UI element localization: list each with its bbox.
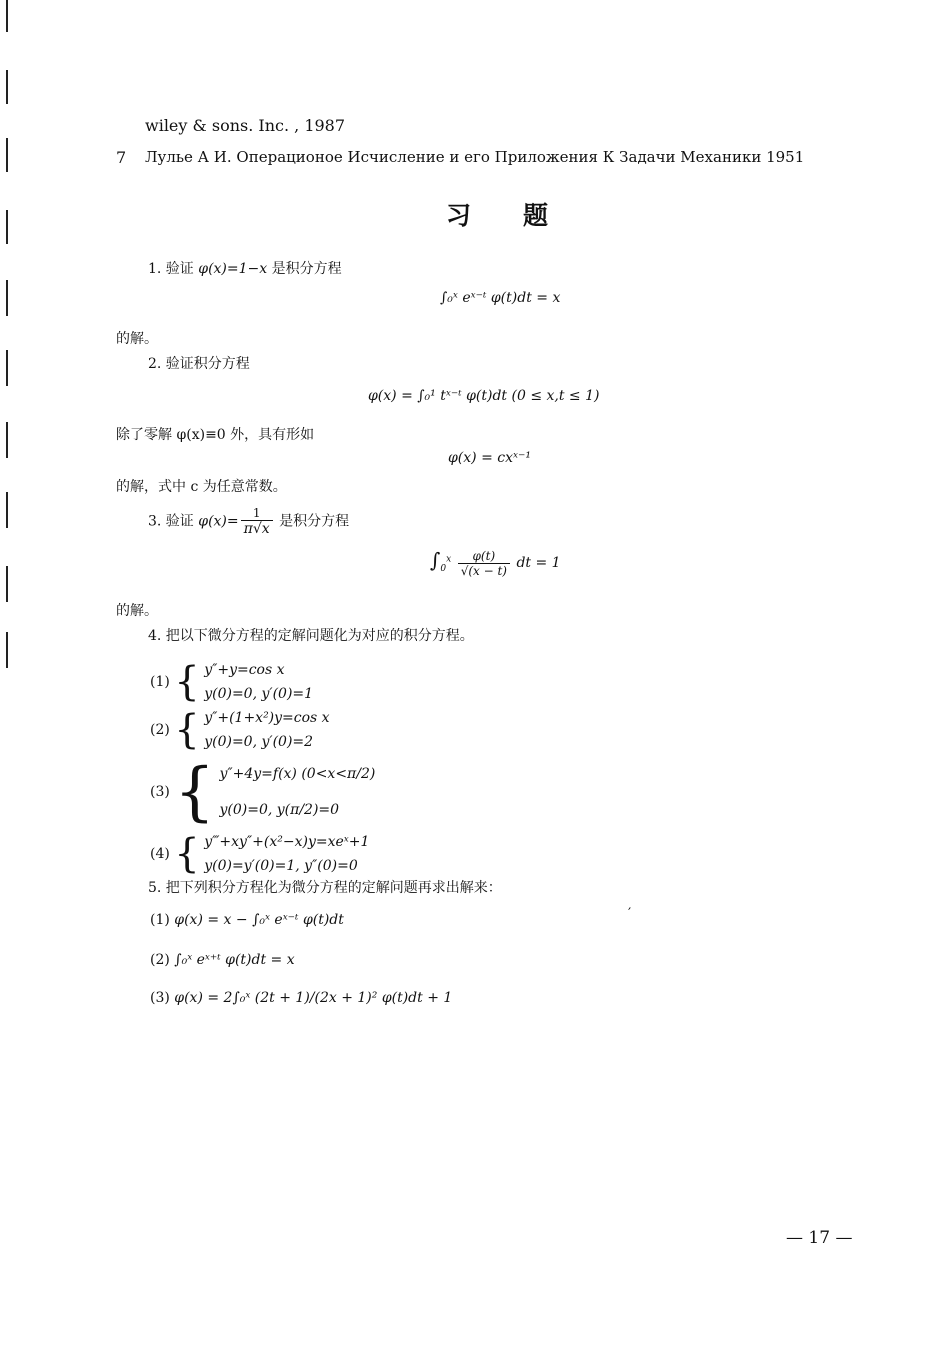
system-line-1: y″+4y=f(x) (0<x<π/2)	[219, 766, 376, 782]
integral-sign: ∫	[430, 548, 441, 572]
left-brace: {	[174, 831, 200, 877]
problem-1-ending: 的解。	[116, 331, 158, 347]
problem-3-equation: $\int_0^x$ $\frac{\varphi(t)}{√(x - t)}$ dt = 1	[430, 548, 561, 578]
stray-mark: ′	[628, 906, 632, 922]
problem-1-label: 1. 验证	[148, 261, 194, 277]
page-number: — 17 —	[786, 1228, 853, 1248]
system-line-2: y(0)=y′(0)=1, y″(0)=0	[204, 858, 358, 874]
problem-4-item-3	[150, 756, 375, 828]
left-brace: {	[174, 659, 200, 705]
left-brace: {	[174, 755, 216, 829]
margin-mark	[6, 492, 8, 528]
equation-system	[204, 830, 369, 878]
system-line-1: y″+(1+x²)y=cos x	[204, 710, 330, 726]
problem-1-equation: ∫₀ˣ eˣ⁻ᵗ φ(t)dt = x	[440, 290, 561, 306]
margin-mark	[6, 566, 8, 602]
problem-2-form: φ(x) = cxˣ⁻¹	[448, 450, 531, 466]
margin-mark	[6, 422, 8, 458]
problem-3-fraction-numerator: 1	[241, 506, 273, 521]
equation-system	[204, 706, 329, 754]
item-number: (1)	[150, 674, 170, 690]
reference-line-2: Лулье А И. Операционое Исчисление и его Приложения К Задачи Механики 1951	[145, 148, 805, 166]
problem-4-statement: 4. 把以下微分方程的定解问题化为对应的积分方程。	[148, 628, 474, 644]
problem-3-eq-denominator: √(x − t)	[460, 563, 507, 578]
problem-3-ending: 的解。	[116, 603, 158, 619]
item-equation: φ(x) = 2∫₀ˣ (2t + 1)/(2x + 1)² φ(t)dt + 1	[174, 990, 453, 1006]
problem-3-eq-rhs: dt = 1	[516, 555, 561, 571]
problem-4-item-1	[150, 658, 313, 706]
problem-3-eq-numerator: φ(t)	[458, 549, 510, 564]
system-line-2: y(0)=0, y(π/2)=0	[219, 802, 340, 818]
system-line-2: y(0)=0, y′(0)=1	[204, 686, 314, 702]
problem-2-text: 除了零解 φ(x)≡0 外，具有形如	[116, 427, 315, 443]
problem-4-item-4	[150, 830, 369, 878]
problem-3-text: 是积分方程	[279, 513, 350, 530]
reference-line-1: wiley & sons. Inc. , 1987	[145, 116, 346, 135]
margin-mark	[6, 138, 8, 172]
problem-3-function-lhs: φ(x)=	[198, 513, 239, 530]
problem-1-function: φ(x)=1−x	[198, 261, 268, 277]
problem-2-statement: 2. 验证积分方程	[148, 356, 250, 372]
margin-mark	[6, 210, 8, 244]
problem-3-statement	[148, 506, 349, 537]
problem-2-ending: 的解，式中 c 为任意常数。	[116, 479, 287, 495]
problem-5-item-3	[150, 990, 452, 1006]
problem-1-statement	[148, 258, 342, 278]
item-number: (1)	[150, 912, 170, 928]
equation-system	[204, 658, 313, 706]
problem-5-item-1	[150, 912, 344, 928]
problem-5-statement: 5. 把下列积分方程化为微分方程的定解问题再求出解来：	[148, 880, 502, 896]
item-number: (3)	[150, 990, 170, 1006]
item-number: (2)	[150, 722, 170, 738]
system-line-1: y‴+xy″+(x²−x)y=xeˣ+1	[204, 834, 370, 850]
margin-mark	[6, 70, 8, 104]
problem-1-text: 是积分方程	[271, 261, 342, 277]
problem-2-equation: φ(x) = ∫₀¹ tˣ⁻ᵗ φ(t)dt (0 ≤ x,t ≤ 1)	[368, 388, 600, 404]
item-number: (2)	[150, 952, 170, 968]
system-line-2: y(0)=0, y′(0)=2	[204, 734, 314, 750]
problem-3-fraction-denominator: π√x	[243, 521, 270, 537]
system-line-1: y″+y=cos x	[204, 662, 285, 678]
item-equation: φ(x) = x − ∫₀ˣ eˣ⁻ᵗ φ(t)dt	[174, 912, 344, 928]
left-brace: {	[174, 707, 200, 753]
margin-mark	[6, 280, 8, 316]
problem-3-label: 3. 验证	[148, 513, 194, 530]
problem-3-equation-fraction	[458, 549, 510, 578]
equation-system	[219, 756, 375, 828]
item-number: (4)	[150, 846, 170, 862]
item-equation: ∫₀ˣ eˣ⁺ᵗ φ(t)dt = x	[174, 952, 295, 968]
reference-number: 7	[116, 148, 127, 167]
problem-4-item-2	[150, 706, 330, 754]
margin-mark	[6, 0, 8, 32]
problem-3-fraction	[241, 506, 273, 537]
margin-mark	[6, 632, 8, 668]
section-heading: 习题	[446, 201, 601, 230]
item-number: (3)	[150, 784, 170, 800]
margin-mark	[6, 350, 8, 386]
problem-5-item-2	[150, 952, 295, 968]
